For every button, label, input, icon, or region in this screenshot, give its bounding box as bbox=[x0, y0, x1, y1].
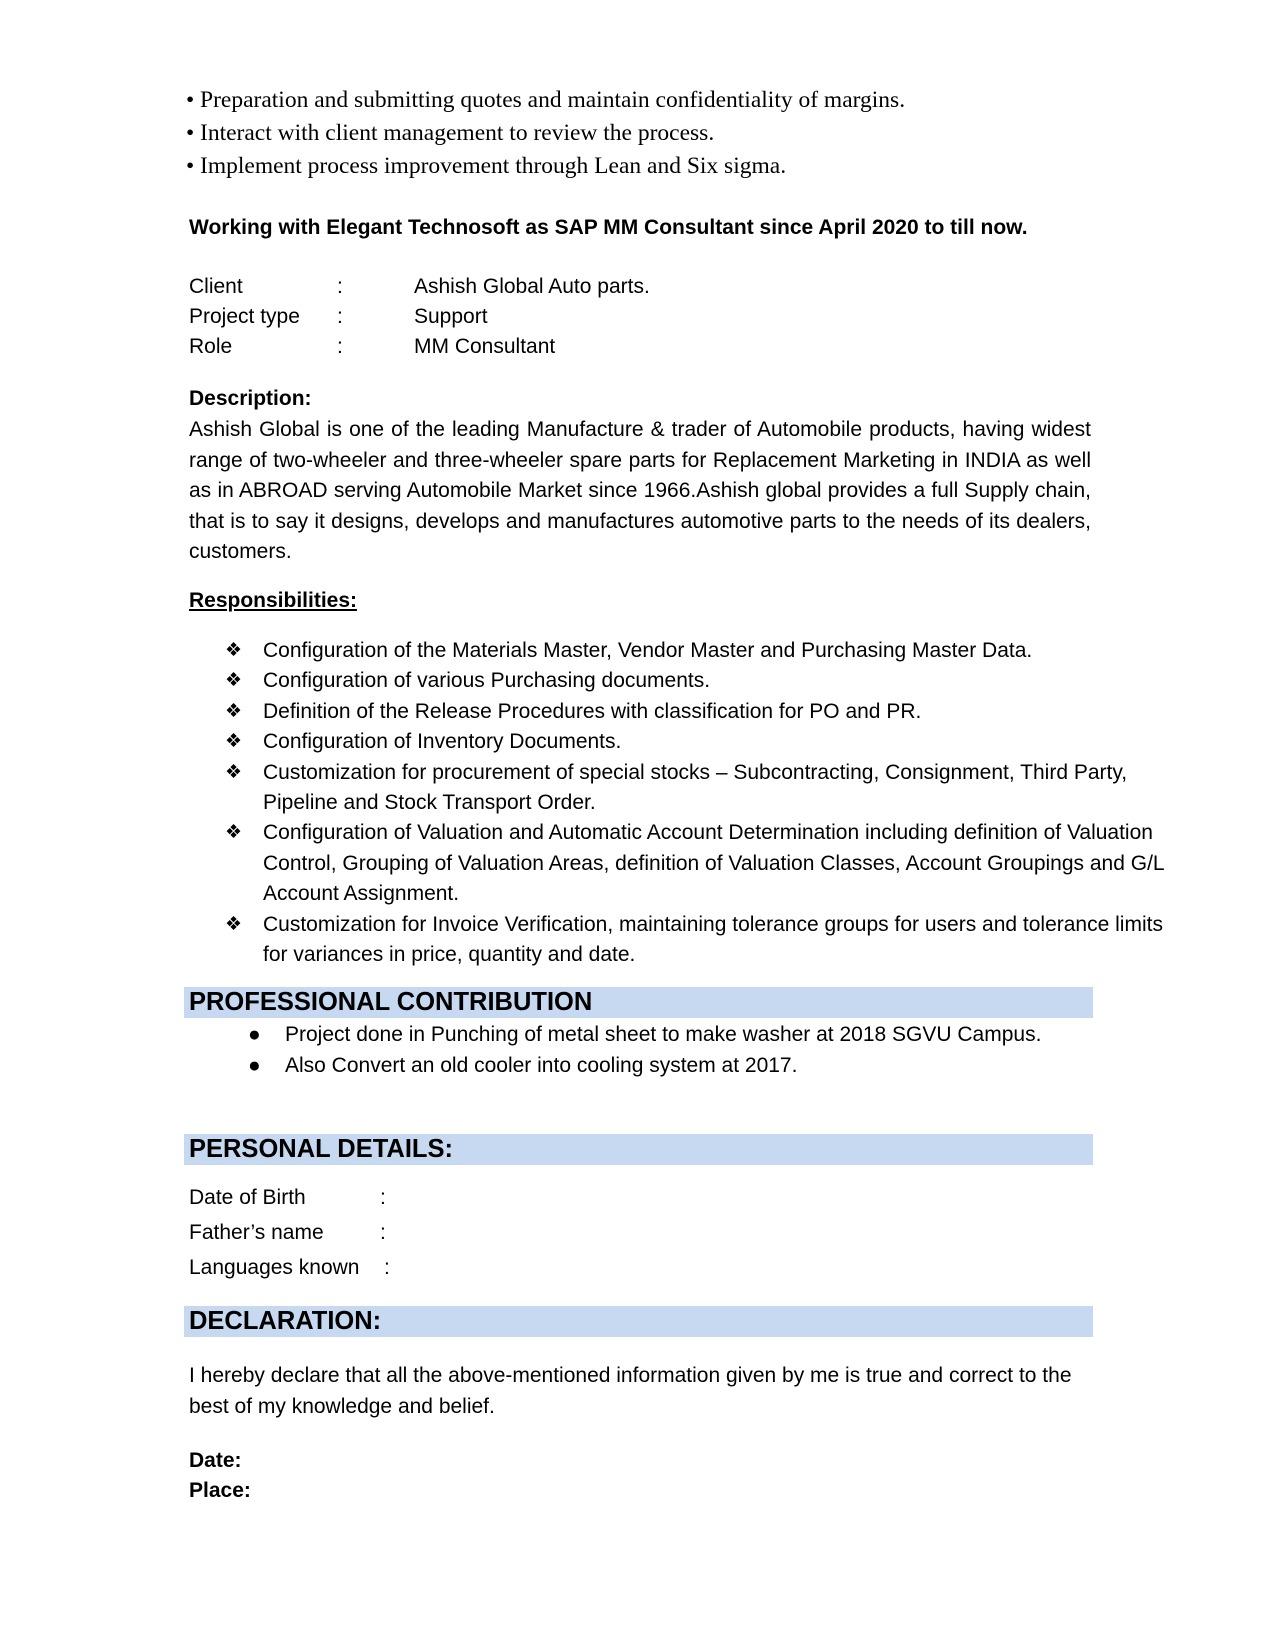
section-heading: PERSONAL DETAILS: bbox=[189, 1134, 463, 1165]
responsibilities-label: Responsibilities: bbox=[189, 589, 358, 612]
contribution-list bbox=[248, 1020, 1048, 1081]
list-item: ● Also Convert an old cooler into cooling system at 2017. bbox=[248, 1051, 1048, 1082]
diamond-bullet-icon: ❖ bbox=[225, 913, 243, 935]
list-item: • Interact with client management to review the process. bbox=[186, 117, 1086, 150]
list-item: ❖ Definition of the Release Procedures with classification for PO and PR. bbox=[225, 697, 1175, 727]
personal-details-band bbox=[184, 1134, 1093, 1165]
declaration-band bbox=[184, 1306, 1093, 1337]
place-label: Place: bbox=[189, 1479, 251, 1502]
bullet: • bbox=[186, 87, 195, 113]
bullet: • bbox=[186, 153, 195, 179]
list-item: ❖ Customization for Invoice Verification, maintaining tolerance groups for users and tolerance limits for variances in price, quantity and date. bbox=[225, 910, 1175, 971]
diamond-bullet-icon: ❖ bbox=[225, 640, 243, 661]
bullet: ● bbox=[248, 1023, 261, 1046]
declaration-text: I hereby declare that all the above-mentioned information given by me is true and correct to the best of my knowledge and belief. bbox=[189, 1364, 1072, 1418]
date-label: Date: bbox=[189, 1449, 242, 1472]
diamond-bullet-icon: ❖ bbox=[225, 822, 243, 844]
professional-contribution-band bbox=[184, 987, 1093, 1018]
diamond-bullet-icon: ❖ bbox=[225, 670, 243, 692]
list-item: ❖ Configuration of the Materials Master, Vendor Master and Purchasing Master Data. bbox=[225, 636, 1175, 666]
list-item: ❖ Configuration of Valuation and Automatic Account Determination including definition of Valuation Control, Grouping of Valuation Areas, definition of Valuation Classes, Account Groupings and G/L Account Assignment. bbox=[225, 818, 1175, 909]
duties-list bbox=[186, 84, 1086, 183]
responsibilities-list bbox=[225, 636, 1175, 970]
diamond-bullet-icon: ❖ bbox=[225, 731, 243, 753]
list-item: ❖ Customization for procurement of special stocks – Subcontracting, Consignment, Third Party, Pipeline and Stock Transport Order. bbox=[225, 758, 1175, 819]
list-item: • Preparation and submitting quotes and maintain confidentiality of margins. bbox=[186, 84, 1086, 117]
list-item: • Implement process improvement through Lean and Six sigma. bbox=[186, 150, 1086, 183]
description-text: Ashish Global is one of the leading Manufacture & trader of Automobile products, having widest range of two-wheeler and three-wheeler spare parts for Replacement Marketing in INDIA as well as in ABROAD serving Automobile Market since 1966.Ashish global provides a full Supply chain, that is to say it designs, develops and manufactures automotive parts to the needs of its dealers, customers. bbox=[189, 418, 1091, 563]
list-item: ❖ Configuration of various Purchasing documents. bbox=[225, 666, 1175, 696]
bullet: ● bbox=[248, 1053, 261, 1077]
section-heading: PROFESSIONAL CONTRIBUTION bbox=[189, 987, 602, 1018]
list-item: ❖ Configuration of Inventory Documents. bbox=[225, 727, 1175, 757]
section-heading: DECLARATION: bbox=[189, 1306, 391, 1337]
description-label: Description: bbox=[189, 387, 312, 410]
list-item: ● Project done in Punching of metal sheet to make washer at 2018 SGVU Campus. bbox=[248, 1020, 1048, 1051]
experience-heading: Working with Elegant Technosoft as SAP MM Consultant since April 2020 to till now. bbox=[189, 216, 1028, 239]
diamond-bullet-icon: ❖ bbox=[225, 761, 243, 783]
bullet: • bbox=[186, 120, 195, 146]
resume-page: • Preparation and submitting quotes and maintain confidentiality of margins. • Interact with client management to review the process. • Implement process improvement through Lean and Six sigma. Working with Elegant Technosoft as SAP MM Consultant since April 2020 to till now. Client : Ashish Global Auto parts. Project type : Support Role : MM Consultant Description: Ashish Global is one of the leading Manufacture & trader of Automobile products, having widest range of two-wheeler and three-wheeler spare parts for Replacement Marketing in INDIA as well as in ABROAD serving Automobile Market since 1966.Ashish global provides a full Supply chain, that is to say it designs, develops and manufactures automotive parts to the needs of its dealers, customers. Responsibilities: ❖ Configuration of the Materials Master, Vendor Master and Purchasing Master Data. ❖ Configuration of various Purchasing documents. ❖ Definition of the Release Procedures with classification for PO and PR. ❖ Configuration of Inventory Documents. ❖ Customization for procurement of special stocks – Subcontracting, Consignment, Third Party, Pipeline and Stock Transport Order. ❖ Configuration of Valuation and Automatic Account Determination including definition of Valuation Control, Grouping of Valuation Areas, definition of Valuation Classes, Account Groupings and G/L Account Assignment. ❖ Customization for Invoice Verification, maintaining tolerance groups for users and tolerance limits for variances in price, quantity and date. PROFESSIONAL CONTRIBUTION ● Project done in Punching of metal sheet to make washer at 2018 SGVU Campus. ● Also Convert an old cooler into cooling system at 2017. PERSONAL DETAILS: Date of Birth : Father’s name : Languages known : DECLARATION: I hereby declare that all the above-mentioned information given by me is true and correct to the best of my knowledge and belief. Date: Place: bbox=[0, 0, 1275, 1650]
diamond-bullet-icon: ❖ bbox=[225, 700, 243, 722]
